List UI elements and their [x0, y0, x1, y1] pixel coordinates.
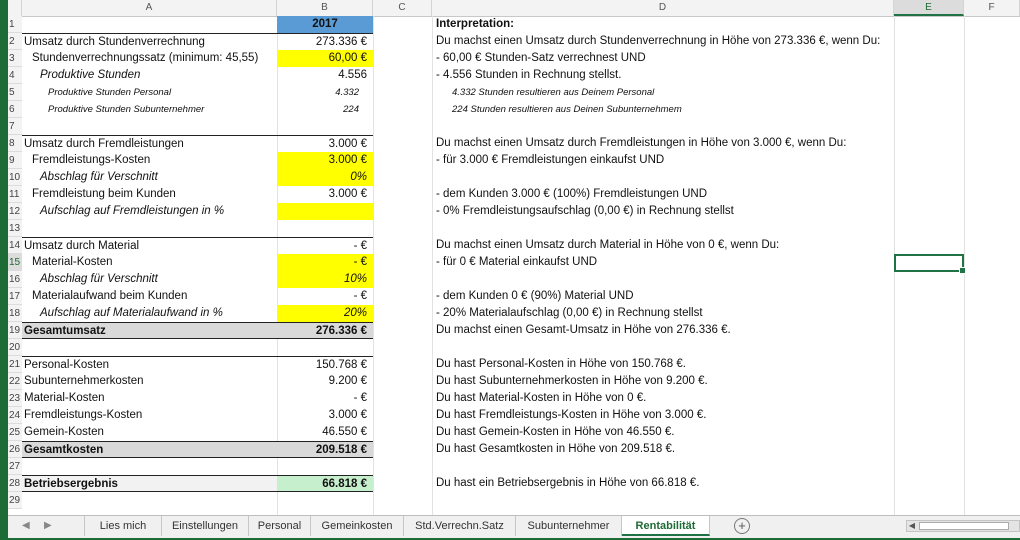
- cell-a15[interactable]: Material-Kosten: [32, 256, 113, 268]
- cell-a14[interactable]: Umsatz durch Material: [22, 237, 277, 254]
- cell-d2[interactable]: Du machst einen Umsatz durch Stundenverrechnung in Höhe von 273.336 €, wenn Du:: [436, 35, 881, 47]
- row-header[interactable]: 22: [8, 373, 22, 390]
- tab-einstellungen[interactable]: Einstellungen: [162, 516, 249, 536]
- row-header[interactable]: 29: [8, 492, 22, 509]
- gridline: [373, 16, 374, 515]
- tab-rentabilitaet[interactable]: Rentabilität: [622, 516, 710, 536]
- cell-b17[interactable]: - €: [353, 290, 367, 302]
- cell-b24[interactable]: 3.000 €: [328, 409, 367, 421]
- cell-d24[interactable]: Du hast Fremdleistungs-Kosten in Höhe von 3.000 €.: [436, 409, 707, 421]
- cell-b26-total[interactable]: 209.518 €: [277, 441, 373, 458]
- row-header[interactable]: 3: [8, 50, 22, 67]
- cell-a11[interactable]: Fremdleistung beim Kunden: [32, 188, 176, 200]
- row-header[interactable]: 19: [8, 322, 22, 339]
- column-header-a[interactable]: A: [22, 0, 277, 16]
- cell-d9[interactable]: - für 3.000 € Fremdleistungen einkaufst UND: [436, 154, 665, 166]
- cell-d12[interactable]: - 0% Fremdleistungsaufschlag (0,00 €) in Rechnung stellst: [436, 205, 734, 217]
- cell-a16[interactable]: Abschlag für Verschnitt: [40, 273, 158, 285]
- cell-a5[interactable]: Produktive Stunden Personal: [48, 87, 172, 98]
- cell-a12[interactable]: Aufschlag auf Fremdleistungen in %: [40, 205, 225, 217]
- column-header-bar: [8, 0, 1020, 17]
- row-header[interactable]: 17: [8, 288, 22, 305]
- row-header[interactable]: 8: [8, 135, 22, 152]
- cell-d28[interactable]: Du hast ein Betriebsergebnis in Höhe von 66.818 €.: [436, 477, 700, 489]
- tab-subunternehmer[interactable]: Subunternehmer: [516, 516, 622, 536]
- cell-b22[interactable]: 9.200 €: [328, 375, 367, 387]
- cell-a10[interactable]: Abschlag für Verschnitt: [40, 171, 158, 183]
- cell-a4[interactable]: Produktive Stunden: [40, 69, 141, 81]
- column-header-c[interactable]: C: [373, 0, 432, 16]
- cell-a18[interactable]: Aufschlag auf Materialaufwand in %: [40, 307, 223, 319]
- cell-a22[interactable]: Subunternehmerkosten: [24, 375, 144, 387]
- row-header[interactable]: 9: [8, 152, 22, 169]
- gridline: [964, 16, 965, 515]
- cell-d8[interactable]: Du machst einen Umsatz durch Fremdleistungen in Höhe von 3.000 €, wenn Du:: [436, 137, 847, 149]
- row-header[interactable]: 13: [8, 220, 22, 237]
- cell-d22[interactable]: Du hast Subunternehmerkosten in Höhe von 9.200 €.: [436, 375, 708, 387]
- row-header[interactable]: 16: [8, 271, 22, 288]
- row-header[interactable]: 2: [8, 33, 22, 50]
- cell-b25[interactable]: 46.550 €: [322, 426, 367, 438]
- cell-d4[interactable]: - 4.556 Stunden in Rechnung stellst.: [436, 69, 622, 81]
- cell-b8[interactable]: 3.000 €: [277, 135, 373, 152]
- row-header[interactable]: 18: [8, 305, 22, 322]
- cell-b4[interactable]: 4.556: [338, 69, 367, 81]
- cell-b14[interactable]: - €: [277, 237, 373, 254]
- tab-scroll-left-icon[interactable]: ◀: [22, 520, 30, 531]
- cell-a25[interactable]: Gemein-Kosten: [24, 426, 104, 438]
- cell-b10-input[interactable]: 0%: [277, 169, 373, 186]
- cell-d5[interactable]: 4.332 Stunden resultieren aus Deinem Personal: [452, 87, 655, 98]
- active-cell-selection[interactable]: [894, 254, 964, 272]
- cell-d15[interactable]: - für 0 € Material einkaufst UND: [436, 256, 598, 268]
- tab-scroll-right-icon[interactable]: ▶: [44, 520, 52, 531]
- cell-d25[interactable]: Du hast Gemein-Kosten in Höhe von 46.550 €.: [436, 426, 675, 438]
- cell-b19-total[interactable]: 276.336 €: [277, 322, 373, 339]
- row-header[interactable]: 14: [8, 237, 22, 254]
- cell-d14[interactable]: Du machst einen Umsatz durch Material in Höhe von 0 €, wenn Du:: [436, 239, 780, 251]
- cell-d23[interactable]: Du hast Material-Kosten in Höhe von 0 €.: [436, 392, 647, 404]
- cell-b21[interactable]: 150.768 €: [277, 356, 373, 373]
- row-header-selected[interactable]: 15: [8, 254, 22, 271]
- cell-a9[interactable]: Fremdleistungs-Kosten: [32, 154, 151, 166]
- column-header-b[interactable]: B: [277, 0, 373, 16]
- cell-a6[interactable]: Produktive Stunden Subunternehmer: [48, 104, 205, 115]
- tab-personal[interactable]: Personal: [249, 516, 311, 536]
- cell-b18-input[interactable]: 20%: [277, 305, 373, 322]
- cell-d26[interactable]: Du hast Gesamtkosten in Höhe von 209.518 €.: [436, 443, 676, 455]
- cell-d6[interactable]: 224 Stunden resultieren aus Deinen Subunternehmem: [452, 104, 682, 115]
- row-header[interactable]: 4: [8, 67, 22, 84]
- row-header[interactable]: 25: [8, 424, 22, 441]
- cell-d18[interactable]: - 20% Materialaufschlag (0,00 €) in Rechnung stellst: [436, 307, 703, 319]
- row-header[interactable]: 5: [8, 84, 22, 101]
- cell-a8[interactable]: Umsatz durch Fremdleistungen: [22, 135, 277, 152]
- cell-b11[interactable]: 3.000 €: [328, 188, 367, 200]
- gridline: [432, 16, 433, 515]
- cell-a26-total[interactable]: Gesamtkosten: [22, 441, 277, 458]
- cell-d19[interactable]: Du machst einen Gesamt-Umsatz in Höhe von 276.336 €.: [436, 324, 731, 336]
- column-header-f[interactable]: F: [964, 0, 1020, 16]
- tab-std-verrechn-satz[interactable]: Std.Verrechn.Satz: [404, 516, 516, 536]
- cell-b2[interactable]: 273.336 €: [277, 33, 373, 50]
- add-sheet-icon[interactable]: +: [734, 518, 750, 534]
- cell-b6[interactable]: 224: [343, 104, 359, 115]
- cell-d17[interactable]: - dem Kunden 0 € (90%) Material UND: [436, 290, 634, 302]
- cell-b16-input[interactable]: 10%: [277, 271, 373, 288]
- cell-d21[interactable]: Du hast Personal-Kosten in Höhe von 150.768 €.: [436, 358, 686, 370]
- row-header[interactable]: 6: [8, 101, 22, 118]
- cell-b5[interactable]: 4.332: [335, 87, 359, 98]
- tab-gemeinkosten[interactable]: Gemeinkosten: [311, 516, 404, 536]
- cell-a2[interactable]: Umsatz durch Stundenverrechnung: [22, 33, 277, 50]
- scroll-left-icon[interactable]: ◀: [908, 521, 916, 530]
- row-header[interactable]: 24: [8, 407, 22, 424]
- cell-d11[interactable]: - dem Kunden 3.000 € (100%) Fremdleistungen UND: [436, 188, 708, 200]
- column-header-e[interactable]: E: [894, 0, 964, 16]
- row-header[interactable]: 23: [8, 390, 22, 407]
- cell-d1-interpretation-title[interactable]: Interpretation:: [436, 18, 514, 30]
- row-header[interactable]: 12: [8, 203, 22, 220]
- spreadsheet: [8, 0, 1020, 515]
- cell-a23[interactable]: Material-Kosten: [24, 392, 105, 404]
- horizontal-scrollbar[interactable]: [906, 520, 1020, 532]
- row-header[interactable]: 11: [8, 186, 22, 203]
- cell-d3[interactable]: - 60,00 € Stunden-Satz verrechnest UND: [436, 52, 646, 64]
- cell-a19-total[interactable]: Gesamtumsatz: [22, 322, 277, 339]
- cell-grid[interactable]: [22, 16, 1020, 515]
- tab-lies-mich[interactable]: Lies mich: [84, 516, 162, 536]
- cell-a24[interactable]: Fremdleistungs-Kosten: [24, 409, 143, 421]
- cell-b12-input[interactable]: [277, 203, 373, 220]
- cell-a3[interactable]: Stundenverrechnungssatz (minimum: 45,55): [32, 52, 259, 64]
- cell-a28-result[interactable]: Betriebsergebnis: [22, 475, 277, 492]
- row-header[interactable]: 28: [8, 475, 22, 492]
- column-header-d[interactable]: D: [432, 0, 894, 16]
- row-header[interactable]: 7: [8, 118, 22, 135]
- cell-b28-result[interactable]: 66.818 €: [277, 475, 373, 492]
- cell-a21[interactable]: Personal-Kosten: [22, 356, 277, 373]
- cell-a17[interactable]: Materialaufwand beim Kunden: [32, 290, 188, 302]
- select-all-corner[interactable]: [8, 0, 22, 16]
- cell-b15-input[interactable]: - €: [277, 254, 373, 271]
- cell-b1-year-header[interactable]: 2017: [277, 16, 373, 33]
- sheet-tab-bar: [8, 515, 1020, 538]
- row-header[interactable]: 10: [8, 169, 22, 186]
- row-header[interactable]: 26: [8, 441, 22, 458]
- row-header[interactable]: 27: [8, 458, 22, 475]
- scrollbar-thumb[interactable]: [919, 522, 1009, 530]
- cell-b23[interactable]: - €: [353, 392, 367, 404]
- row-header[interactable]: 21: [8, 356, 22, 373]
- cell-b3-input[interactable]: 60,00 €: [277, 50, 373, 67]
- cell-b9-input[interactable]: 3.000 €: [277, 152, 373, 169]
- row-header[interactable]: 1: [8, 16, 22, 33]
- row-header[interactable]: 20: [8, 339, 22, 356]
